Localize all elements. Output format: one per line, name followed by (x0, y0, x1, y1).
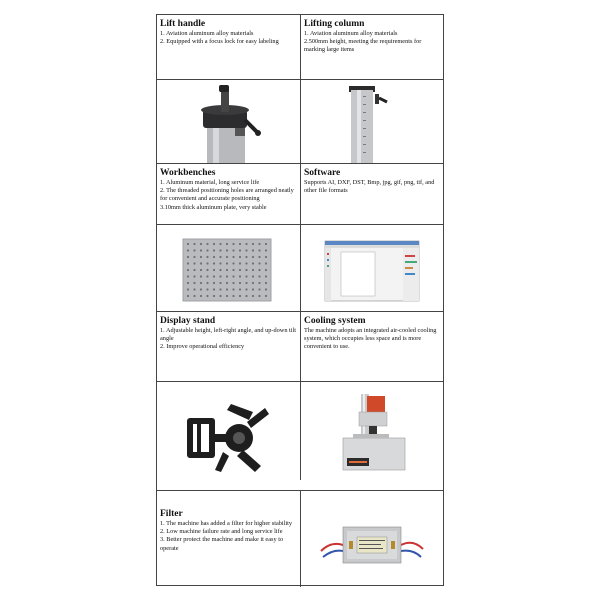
workbench-hole (232, 282, 234, 284)
workbench-hole (265, 249, 267, 251)
workbench-hole (200, 295, 202, 297)
workbench-hole (193, 275, 195, 277)
workbench-hole (245, 269, 247, 271)
workbenches-line-1: 1. Aluminum material, long service life (160, 179, 260, 186)
filter-line-2: 2. Low machine failure rate and long service life (160, 528, 283, 536)
workbench-hole (193, 282, 195, 284)
workbench-hole (226, 249, 228, 251)
workbench-hole (252, 295, 254, 297)
workbench-hole (245, 295, 247, 297)
workbench-hole (193, 295, 195, 297)
workbench-hole (265, 275, 267, 277)
lift-handle-title: Lift handle (160, 19, 206, 29)
workbench-hole (226, 269, 228, 271)
workbench-hole (206, 275, 208, 277)
workbench-hole (219, 295, 221, 297)
cooling-system-line-1: The machine adopts an integrated air-cooled cooling system, which occupies less space and is more convenient to use. (304, 327, 437, 351)
filter-title: Filter (160, 509, 183, 519)
workbench-hole (232, 249, 234, 251)
workbench-hole (213, 249, 215, 251)
workbench-hole (245, 282, 247, 284)
workbench-hole (200, 282, 202, 284)
workbench-hole (265, 256, 267, 258)
filter-line-3: 3. Better protect the machine and make it easy to operate (160, 536, 284, 552)
workbench-hole (265, 269, 267, 271)
workbench-hole (265, 288, 267, 290)
workbench-hole (265, 262, 267, 264)
workbench-hole (258, 249, 260, 251)
workbench-hole (219, 282, 221, 284)
workbench-hole (239, 256, 241, 258)
workbench-hole (232, 243, 234, 245)
workbench-hole (265, 243, 267, 245)
workbench-hole (200, 275, 202, 277)
workbench-hole (232, 275, 234, 277)
workbench-hole (245, 262, 247, 264)
workbench-hole (187, 243, 189, 245)
workbench-hole (213, 269, 215, 271)
lift-handle-line-2: 2. Equipped with a focus lock for easy labeling (160, 38, 279, 46)
workbench-hole (206, 295, 208, 297)
software-screenshot-image (301, 225, 444, 311)
workbench-hole (232, 295, 234, 297)
workbench-hole (239, 262, 241, 264)
software-title: Software (304, 168, 341, 178)
workbench-hole (219, 275, 221, 277)
workbenches-line-2: 2. The threaded positioning holes are arranged neatly for convenient and accurate positioning (160, 187, 294, 203)
software-line-1: Supports AI, DXF, DST, Bmp, jpg, gif, png, tif, and other file formats (304, 179, 435, 195)
workbench-hole (252, 275, 254, 277)
workbench-hole (226, 256, 228, 258)
lift-handle-image (157, 80, 300, 163)
workbench-hole (187, 295, 189, 297)
display-stand-cell (157, 312, 300, 381)
workbench-hole (239, 295, 241, 297)
workbench-hole (206, 262, 208, 264)
workbench-hole (213, 288, 215, 290)
workbench-hole (258, 269, 260, 271)
software-cell (301, 164, 444, 224)
workbench-hole (206, 243, 208, 245)
filter-cell (157, 491, 300, 586)
workbench-hole (239, 249, 241, 251)
workbench-hole (213, 243, 215, 245)
workbench-hole (200, 269, 202, 271)
workbench-hole (200, 262, 202, 264)
display-stand-image (157, 382, 300, 490)
workbench-hole (206, 256, 208, 258)
workbench-hole (239, 243, 241, 245)
workbench-hole (213, 262, 215, 264)
workbench-hole (200, 256, 202, 258)
feature-table (156, 14, 444, 586)
workbench-hole (213, 275, 215, 277)
lift-handle-line-1: 1. Aviation aluminum alloy materials (160, 30, 254, 37)
workbench-hole (239, 288, 241, 290)
workbench-hole (245, 288, 247, 290)
workbench-hole (206, 249, 208, 251)
workbench-hole (232, 256, 234, 258)
workbenches-line-3: 3.10mm thick aluminum plate, very stable (160, 203, 267, 211)
workbench-hole (252, 256, 254, 258)
workbenches-cell (157, 164, 300, 224)
lifting-column-image (301, 80, 444, 163)
display-stand-line-1: 1. Adjustable height, left-right angle, and up-down tilt angle (160, 327, 297, 343)
workbench-hole (187, 275, 189, 277)
workbench-hole (193, 269, 195, 271)
workbench-hole (232, 262, 234, 264)
workbench-hole (226, 275, 228, 277)
workbench-hole (200, 243, 202, 245)
workbench-hole (258, 295, 260, 297)
workbench-hole (252, 243, 254, 245)
workbench-hole (226, 243, 228, 245)
workbench-hole (187, 282, 189, 284)
workbench-image (157, 225, 300, 311)
workbench-hole (252, 269, 254, 271)
filter-image (301, 491, 444, 586)
display-stand-line-2: 2. Improve operational efficiency (160, 343, 245, 351)
workbench-hole (239, 269, 241, 271)
workbench-hole (258, 243, 260, 245)
workbench-hole (245, 243, 247, 245)
workbench-hole (193, 243, 195, 245)
workbench-hole (226, 295, 228, 297)
workbench-hole (252, 262, 254, 264)
workbench-hole (252, 249, 254, 251)
workbench-hole (219, 288, 221, 290)
workbench-hole (226, 262, 228, 264)
workbench-hole (187, 262, 189, 264)
workbench-hole (206, 269, 208, 271)
workbench-hole (252, 288, 254, 290)
lift-handle-cell (157, 15, 300, 79)
workbench-hole (258, 288, 260, 290)
workbench-hole (219, 256, 221, 258)
workbench-hole (232, 288, 234, 290)
workbench-hole (219, 249, 221, 251)
workbench-hole (187, 269, 189, 271)
cooling-system-image (301, 382, 444, 490)
workbench-hole (219, 269, 221, 271)
workbench-hole (258, 282, 260, 284)
workbench-hole (265, 282, 267, 284)
workbench-hole (213, 295, 215, 297)
cooling-system-cell (301, 312, 444, 381)
lifting-column-line-1: 1. Aviation aluminum alloy materials (304, 30, 398, 37)
workbench-hole (258, 275, 260, 277)
workbench-hole (187, 256, 189, 258)
workbench-hole (226, 288, 228, 290)
workbench-hole (232, 269, 234, 271)
workbench-hole (206, 282, 208, 284)
workbench-hole (193, 288, 195, 290)
workbench-hole (265, 295, 267, 297)
workbenches-title: Workbenches (160, 168, 216, 178)
workbench-hole (206, 288, 208, 290)
workbench-hole (219, 262, 221, 264)
workbench-hole (252, 282, 254, 284)
cooling-system-title: Cooling system (304, 316, 366, 326)
lifting-column-cell (301, 15, 444, 79)
workbench-hole (258, 256, 260, 258)
workbench-hole (187, 249, 189, 251)
workbench-hole (219, 243, 221, 245)
workbench-hole (245, 256, 247, 258)
workbench-hole (245, 249, 247, 251)
workbench-hole (213, 256, 215, 258)
workbench-hole (200, 288, 202, 290)
workbench-hole (239, 282, 241, 284)
workbench-hole (226, 282, 228, 284)
workbench-hole (187, 288, 189, 290)
lifting-column-line-2: 2.500mm height, meeting the requirements for marking large items (304, 38, 422, 54)
workbench-hole (239, 275, 241, 277)
workbench-hole (193, 256, 195, 258)
workbench-hole (258, 262, 260, 264)
display-stand-title: Display stand (160, 316, 216, 326)
workbench-hole (200, 249, 202, 251)
workbench-hole (213, 282, 215, 284)
workbench-hole (193, 262, 195, 264)
workbench-hole (193, 249, 195, 251)
lifting-column-title: Lifting column (304, 19, 365, 29)
filter-line-1: 1. The machine has added a filter for higher stability (160, 520, 293, 527)
workbench-hole (245, 275, 247, 277)
